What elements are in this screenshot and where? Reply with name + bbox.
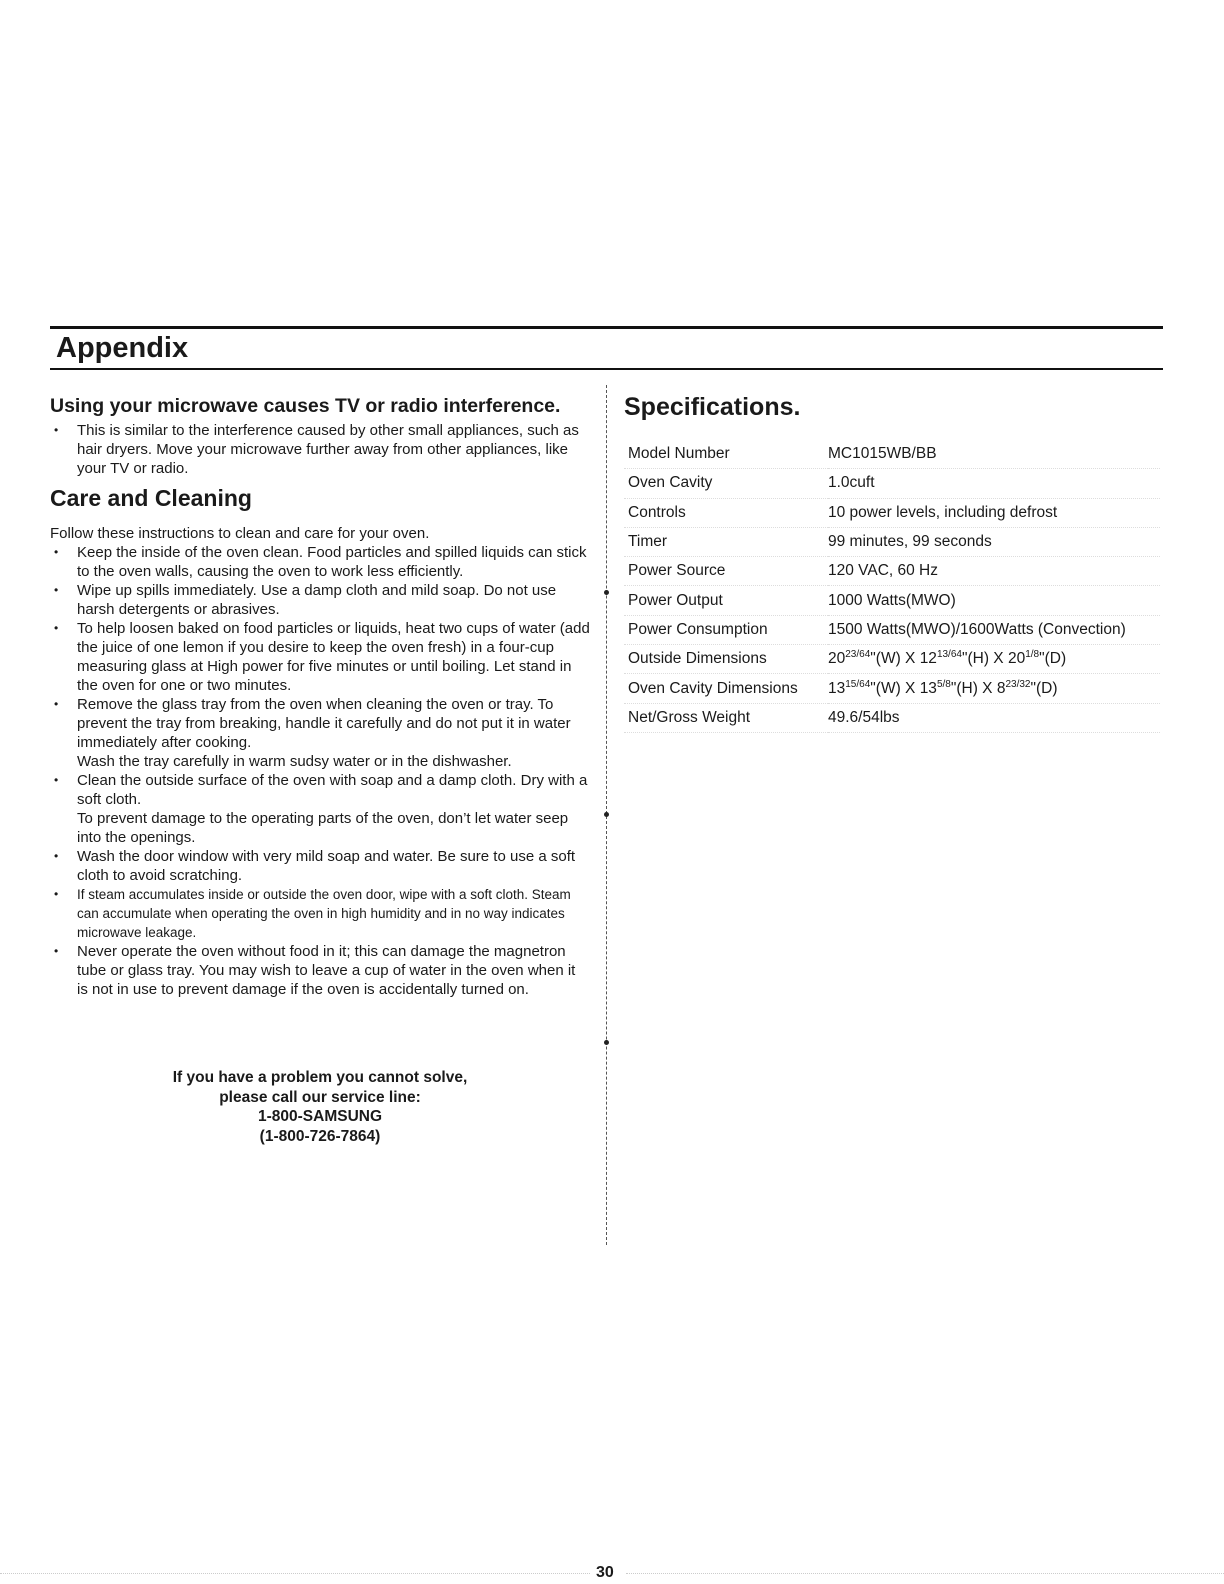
service-contact [50,1068,590,1146]
page-number: 30 [596,1564,614,1581]
contact-phone-number: (1-800-726-7864) [259,1127,381,1145]
list-item-extra: To prevent damage to the operating parts of the oven, don’t let water seep into the openings. [77,810,569,846]
list-item-text: Remove the glass tray from the oven when cleaning the oven or tray. To prevent the tray from breaking, handle it carefully and do not put it in water immediately after cooking. [77,696,571,751]
contact-line-2: please call our service line: [219,1088,421,1106]
spec-value: 1000 Watts(MWO) [828,586,1160,615]
list-item-text: Clean the outside surface of the oven with soap and a damp cloth. Dry with a soft cloth. [77,772,588,808]
list-item-text: To help loosen baked on food particles or liquids, heat two cups of water (add the juice of one lemon if you desire to keep the oven fresh) in a four-cup measuring glass at High power for five minutes or until boiling. Let stand in the oven for one or two minutes. [77,620,590,694]
spec-value: MC1015WB/BB [828,440,1160,469]
spec-value: 99 minutes, 99 seconds [828,527,1160,556]
spec-value [828,645,1160,674]
table-row [624,615,1160,644]
list-item-text: Wash the door window with very mild soap and water. Be sure to use a soft cloth to avoid scratching. [77,848,576,884]
binding-hole-dot [604,812,609,817]
spec-label: Power Output [624,586,828,615]
list-item-text: Wipe up spills immediately. Use a damp cloth and mild soap. Do not use harsh detergents or abrasives. [77,582,557,618]
dim-depth-fraction: 23/32 [1005,678,1031,690]
list-item-text: If steam accumulates inside or outside the oven door, wipe with a soft cloth. Steam can accumulate when operating the oven in high humidity and in no way indicates microwave leakage. [77,887,571,940]
dim-height-fraction: 13/64 [936,649,962,661]
table-row [624,440,1160,469]
footer-dotted-line [626,1573,1224,1574]
spec-label: Net/Gross Weight [624,703,828,732]
list-item [50,695,590,771]
dim-height-whole: 12 [919,650,937,668]
spec-value: 49.6/54lbs [828,703,1160,732]
dim-depth-whole: 20 [1007,650,1026,668]
spec-label: Model Number [624,440,828,469]
table-row [624,703,1160,732]
spec-label: Outside Dimensions [624,645,828,674]
list-item [50,771,590,847]
right-column [624,392,1164,733]
dim-depth-suffix: "(D) [1039,650,1067,668]
list-item-text: Never operate the oven without food in it; this can damage the magnetron tube or glass tray. You may wish to leave a cup of water in the oven when it is not in use to prevent damage if the oven is accidentally turned on. [77,943,576,998]
dim-width-fraction: 15/64 [845,678,871,690]
spec-label: Oven Cavity [624,469,828,498]
dim-height-whole: 13 [919,679,937,697]
header-bottom-rule [50,368,1163,370]
spec-value: 1.0cuft [828,469,1160,498]
care-intro: Follow these instructions to clean and care for your oven. [50,525,430,542]
care-list [50,543,590,999]
binding-hole-dot [604,1040,609,1045]
spec-value: 120 VAC, 60 Hz [828,557,1160,586]
spec-value [828,674,1160,703]
table-row [624,674,1160,703]
dim-depth-fraction: 1/8 [1025,649,1040,661]
binding-hole-dot [604,590,609,595]
spec-label: Controls [624,498,828,527]
spec-label: Power Source [624,557,828,586]
table-row [624,557,1160,586]
dim-width-fraction: 23/64 [845,649,871,661]
footer-dotted-line [0,1573,590,1574]
list-item [50,885,590,942]
list-item [50,847,590,885]
interference-list [50,421,590,478]
contact-line-1: If you have a problem you cannot solve, [172,1069,468,1086]
dim-width-whole: 13 [828,679,846,697]
header-top-rule [50,326,1163,329]
table-row [624,498,1160,527]
spec-label: Timer [624,527,828,556]
specifications-heading: Specifications. [624,393,801,421]
dim-depth-whole: 8 [996,679,1006,697]
table-row [624,469,1160,498]
contact-phone-name: 1-800-SAMSUNG [257,1108,383,1125]
spec-label: Power Consumption [624,615,828,644]
list-item: • This is similar to the interference caused by other small appliances, such as hair dryers. Move your microwave further away from other appliances, like your TV or radio. [50,421,590,478]
list-item [50,581,590,619]
spec-value: 10 power levels, including defrost [828,498,1160,527]
left-column [50,394,590,999]
dim-height-suffix: "(H) X [961,650,1008,668]
dim-width-suffix: "(W) X [870,650,920,668]
table-row [624,527,1160,556]
table-row [624,586,1160,615]
spec-label: Oven Cavity Dimensions [624,674,828,703]
table-row [624,645,1160,674]
list-item-extra: Wash the tray carefully in warm sudsy water or in the dishwasher. [77,753,512,770]
page-title: Appendix [56,332,189,364]
list-item [50,543,590,581]
dim-height-suffix: "(H) X [950,679,997,697]
spec-value: 1500 Watts(MWO)/1600Watts (Convection) [828,615,1160,644]
dim-height-fraction: 5/8 [936,678,951,690]
dim-depth-suffix: "(D) [1030,679,1058,697]
list-item [50,619,590,695]
dim-width-suffix: "(W) X [870,679,920,697]
specifications-table [624,440,1160,733]
interference-heading: Using your microwave causes TV or radio interference. [50,395,561,417]
dim-width-whole: 20 [828,650,846,668]
care-heading: Care and Cleaning [50,485,252,511]
list-item [50,942,590,999]
list-item-text: Keep the inside of the oven clean. Food particles and spilled liquids can stick to the oven walls, causing the oven to work less efficiently. [77,544,587,580]
